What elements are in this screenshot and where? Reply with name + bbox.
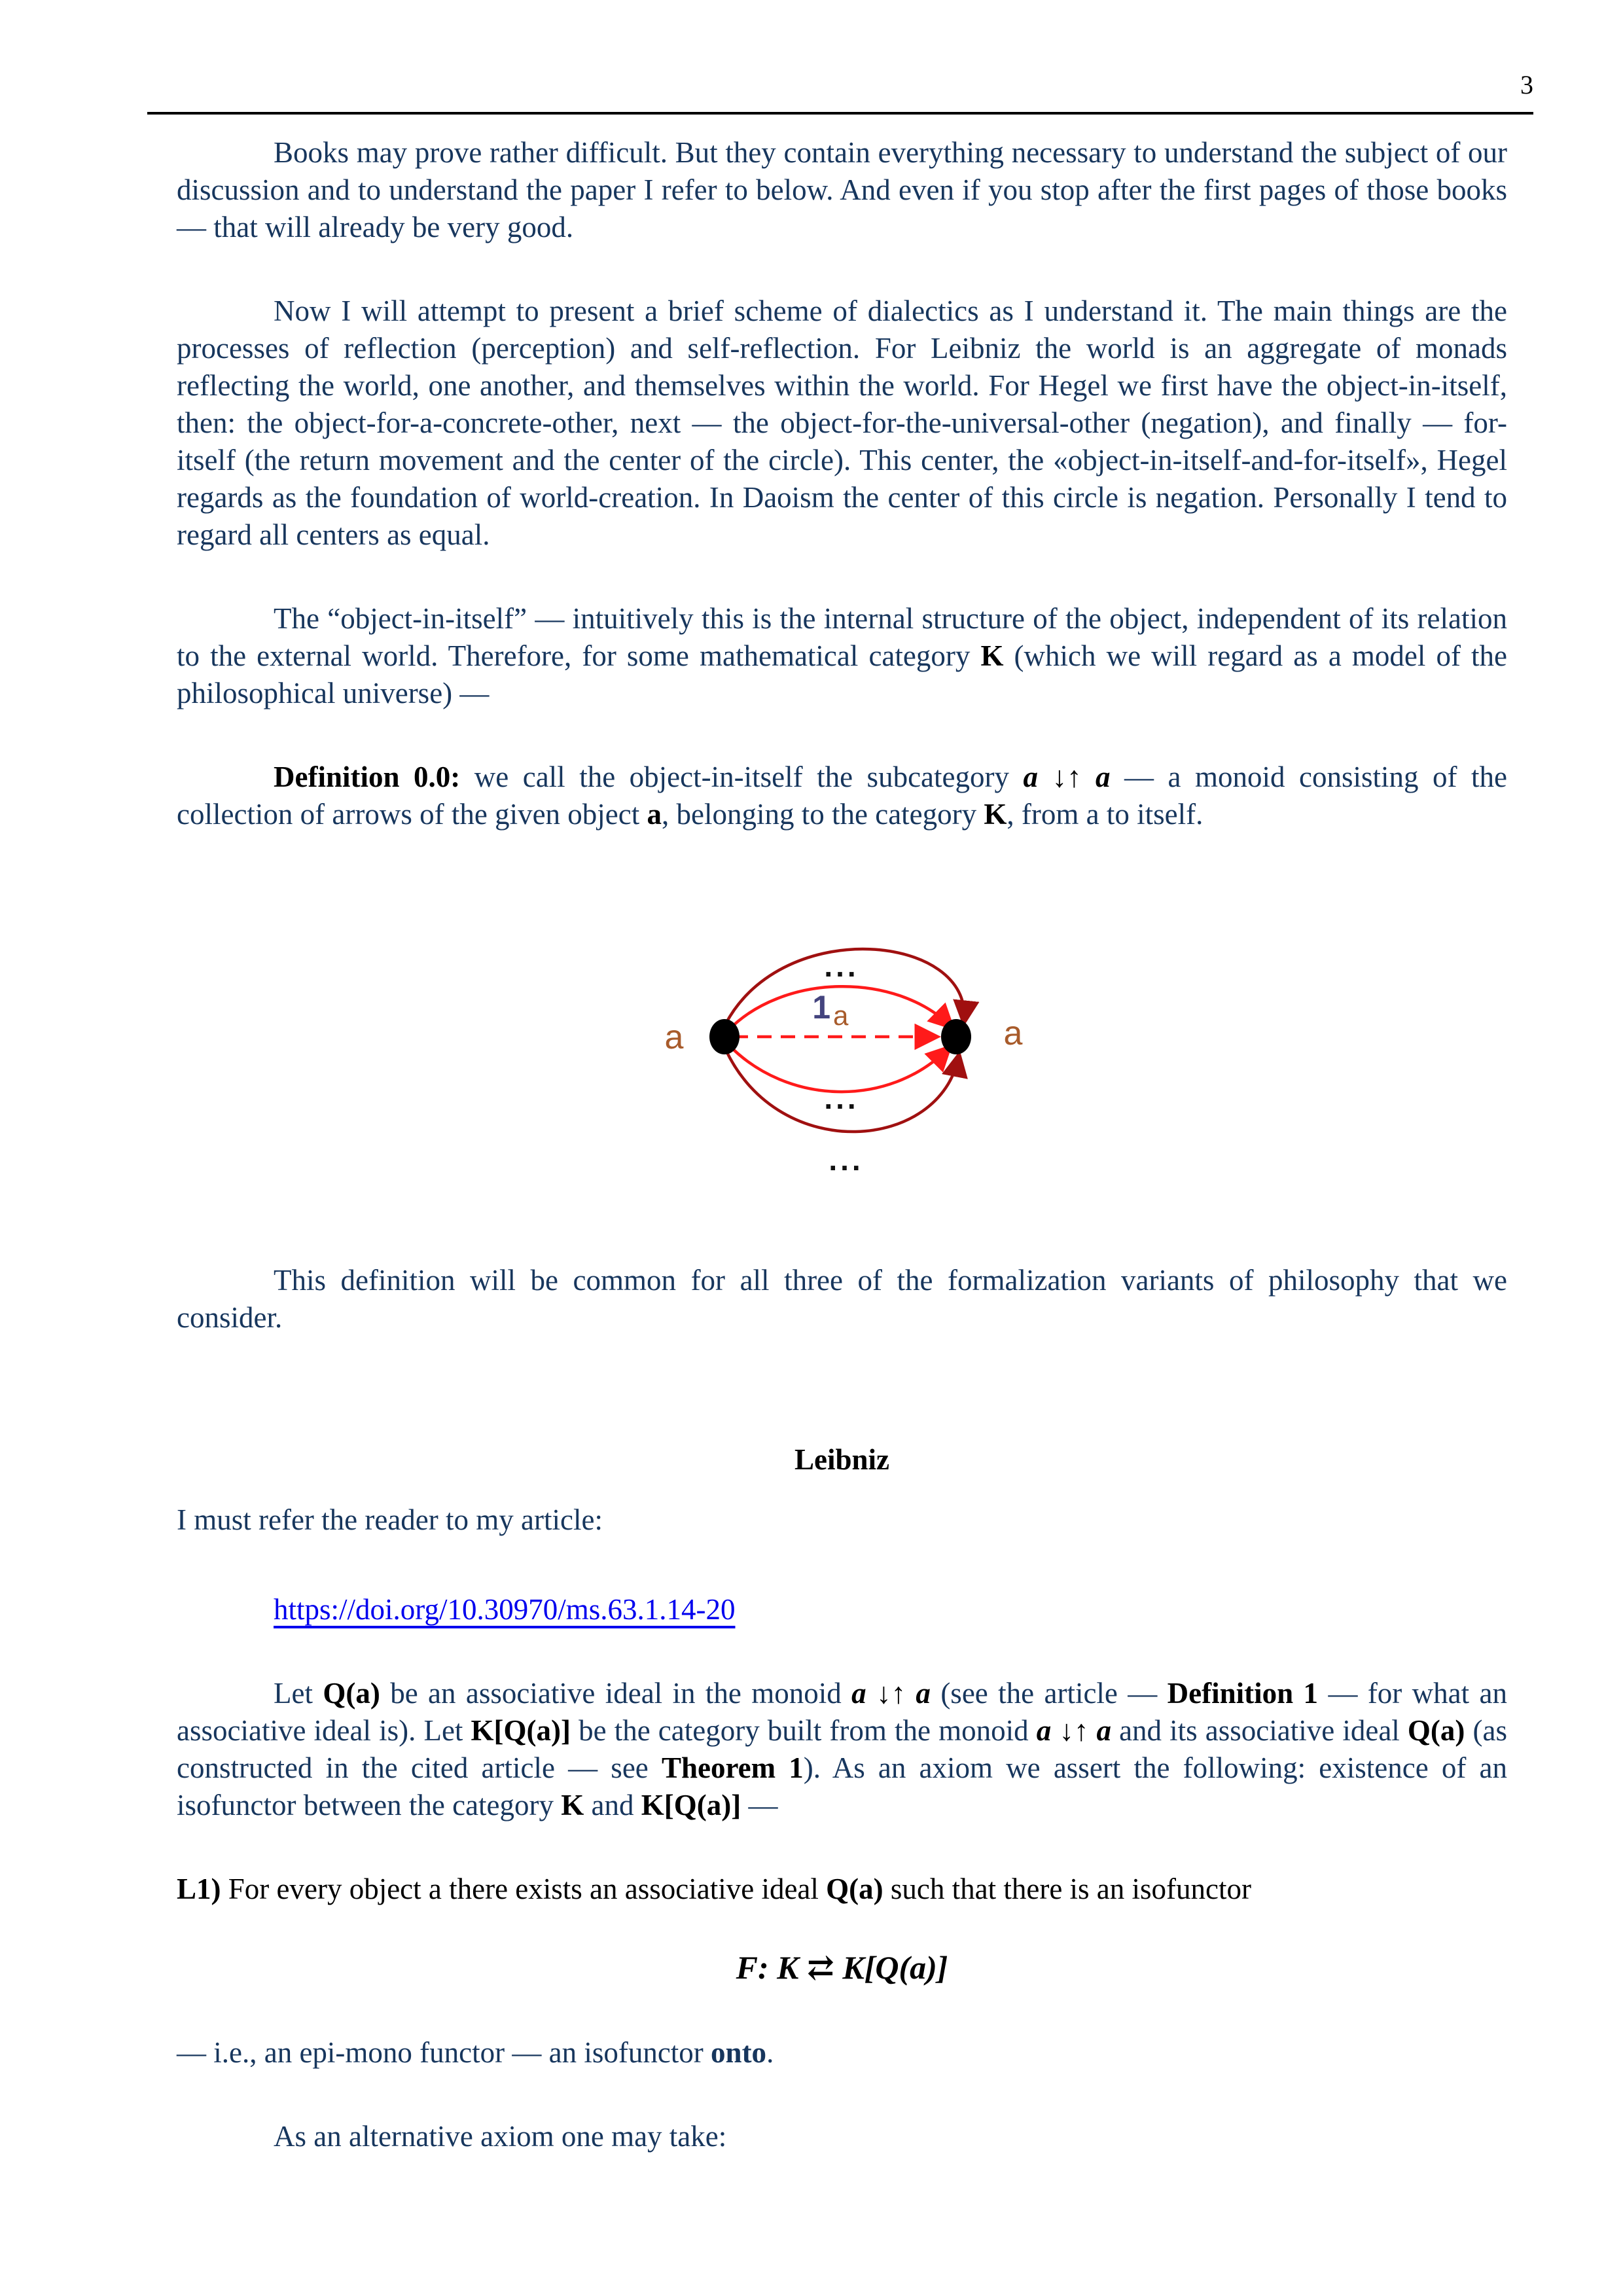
paragraph-definition-common: This definition will be common for all three of the formalization variants of philosophy that we consider. <box>177 1264 1507 1334</box>
isofunctor-formula: F: K ⇄ K[Q(a)] <box>736 1949 948 1986</box>
node-a-right <box>941 1019 971 1054</box>
node-a-left <box>709 1019 740 1054</box>
paragraph-refer-article: I must refer the reader to my article: <box>177 1503 603 1536</box>
paragraph-books: Books may prove rather difficult. But they contain everything necessary to understand the subject of our discussion and to understand the paper I refer to below. And even if you stop after the first pages of those books — that will already be very good. <box>177 136 1507 243</box>
doi-link-line <box>274 1591 1507 1628</box>
paragraph-alternative-axiom: As an alternative axiom one may take: <box>274 2120 727 2153</box>
monoid-arrows-diagram <box>177 908 1507 1196</box>
dots-bottom: ... <box>828 1143 864 1177</box>
section-heading-leibniz: Leibniz <box>794 1443 890 1476</box>
dots-top: ... <box>823 949 859 983</box>
node-label-a-left: a <box>664 1018 683 1056</box>
identity-label-sub-a: a <box>832 1000 848 1031</box>
page-number: 3 <box>1520 70 1533 99</box>
paragraph-associative-ideal: Let Q(a) be an associative ideal in the monoid a ↓↑ a (see the article — Definition 1 — for what an associative ideal is). Let K[Q(a)] be the category built from the monoid a ↓↑ a and its associative ideal Q(a) (as constructed in the cited article — see Theorem 1). As an axiom we assert the following: existence of an isofunctor between the category K and K[Q(a)] — <box>177 1677 1507 1821</box>
paragraph-axiom-l1: L1) For every object a there exists an associative ideal Q(a) such that there is an isofunctor <box>177 1873 1251 1905</box>
node-label-a-right: a <box>1003 1014 1022 1052</box>
doi-link[interactable]: https://doi.org/10.30970/ms.63.1.14-20 <box>274 1593 736 1626</box>
paragraph-object-in-itself: The “object-in-itself” — intuitively this is the internal structure of the object, independent of its relation to the external world. Therefore, for some mathematical category K (which we will regard as a model of the philosophical universe) — <box>177 602 1507 709</box>
page-header <box>147 0 1533 115</box>
paragraph-definition-0-0: Definition 0.0: we call the object-in-itself the subcategory a ↓↑ a — a monoid consisting of the collection of arrows of the given object a, belonging to the category K, from a to itself. <box>177 761 1507 831</box>
page-content <box>177 0 1533 2155</box>
paragraph-epi-mono: — i.e., an epi-mono functor — an isofunctor onto. <box>177 2036 774 2069</box>
monoid-arrows-svg <box>633 908 1052 1196</box>
paragraph-dialectics-scheme: Now I will attempt to present a brief scheme of dialectics as I understand it. The main things are the processes of reflection (perception) and self-reflection. For Leibniz the world is an aggregate of monads reflecting the world, one another, and themselves within the world. For Hegel we first have the object-in-itself, then: the object-for-a-concrete-other, next — the object-for-the-universal-other (negation), and finally — for-itself (the return movement and the center of the circle). This center, the «object-in-itself-and-for-itself», Hegel regards as the foundation of world-creation. In Daoism the center of this circle is negation. Personally I tend to regard all centers as equal. <box>177 295 1507 551</box>
dots-middle: ... <box>823 1081 859 1115</box>
identity-label-one: 1 <box>812 989 830 1026</box>
